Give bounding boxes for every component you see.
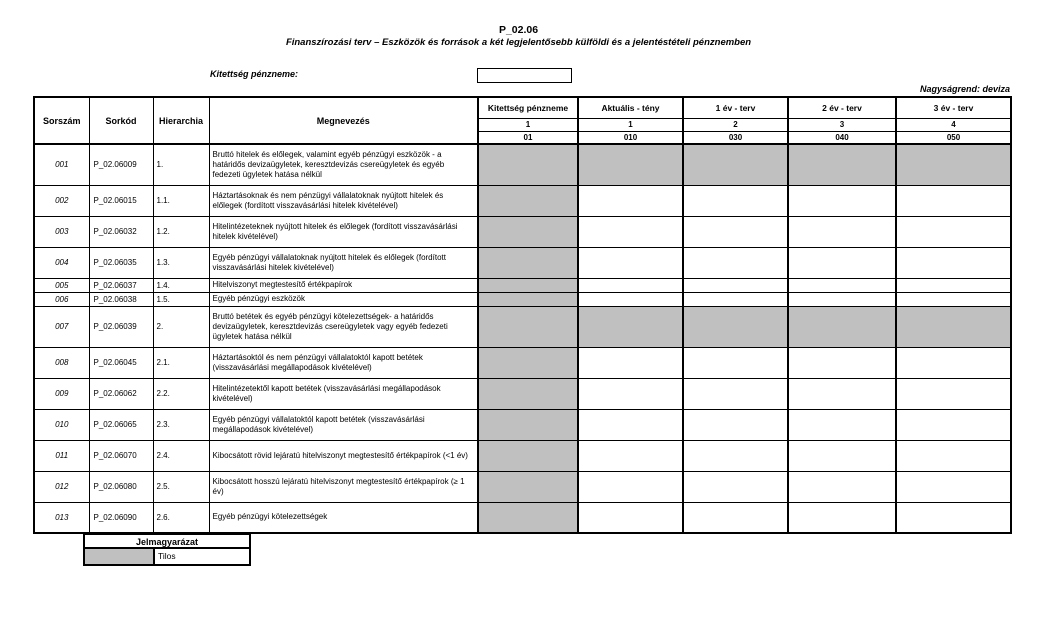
table-row	[34, 216, 1011, 247]
data-cell[interactable]	[683, 378, 788, 409]
data-cell[interactable]	[578, 278, 683, 292]
data-cell[interactable]	[578, 292, 683, 306]
data-cell[interactable]	[578, 409, 683, 440]
data-cell[interactable]	[683, 292, 788, 306]
header-3ev-terv: 3 év - terv	[896, 97, 1011, 118]
data-cell[interactable]	[896, 216, 1011, 247]
description-cell: Háztartásoknak és nem pénzügyi vállalatoknak nyújtott hitelek és előlegek (fordított visszavásárlási hitelek kivételével)	[209, 185, 478, 216]
column-code: 030	[683, 131, 788, 144]
data-cell[interactable]	[578, 502, 683, 533]
legend	[83, 533, 251, 566]
hierarchy-cell: 2.1.	[153, 347, 209, 378]
description-cell: Bruttó betétek és egyéb pénzügyi kötelezettségek- a határidős devizaügyletek, keresztdevizás csereügyletek vagy egyéb fedezeti ügyletek hatása nélkül	[209, 306, 478, 347]
row-code-cell: P_02.06080	[89, 471, 153, 502]
hierarchy-cell: 2.2.	[153, 378, 209, 409]
data-cell-forbidden	[478, 347, 578, 378]
data-cell[interactable]	[683, 347, 788, 378]
data-cell[interactable]	[683, 409, 788, 440]
hierarchy-cell: 2.4.	[153, 440, 209, 471]
header-hierarchia: Hierarchia	[153, 97, 209, 144]
table-row	[34, 409, 1011, 440]
row-code-cell: P_02.06065	[89, 409, 153, 440]
data-cell-forbidden	[683, 306, 788, 347]
row-code-cell: P_02.06015	[89, 185, 153, 216]
data-cell-forbidden	[578, 306, 683, 347]
data-cell[interactable]	[788, 292, 896, 306]
hierarchy-cell: 1.3.	[153, 247, 209, 278]
row-number-cell: 008	[34, 347, 89, 378]
data-cell[interactable]	[788, 440, 896, 471]
table-row	[34, 440, 1011, 471]
row-number-cell: 005	[34, 278, 89, 292]
hierarchy-cell: 1.	[153, 144, 209, 185]
table-row	[34, 278, 1011, 292]
row-number-cell: 010	[34, 409, 89, 440]
data-cell[interactable]	[788, 471, 896, 502]
table-row	[34, 471, 1011, 502]
data-cell[interactable]	[683, 185, 788, 216]
legend-swatch-tilos	[85, 549, 155, 564]
data-cell[interactable]	[896, 185, 1011, 216]
header-2ev-terv: 2 év - terv	[788, 97, 896, 118]
table-row	[34, 502, 1011, 533]
column-number: 1	[478, 118, 578, 131]
data-cell[interactable]	[683, 216, 788, 247]
data-cell-forbidden	[578, 144, 683, 185]
row-code-cell: P_02.06032	[89, 216, 153, 247]
data-cell[interactable]	[578, 347, 683, 378]
data-cell[interactable]	[896, 471, 1011, 502]
column-code: 050	[896, 131, 1011, 144]
data-cell[interactable]	[788, 502, 896, 533]
description-cell: Hitelintézetektől kapott betétek (visszavásárlási megállapodások kivételével)	[209, 378, 478, 409]
currency-label: Kitettség pénzneme:	[210, 69, 299, 79]
data-cell[interactable]	[896, 292, 1011, 306]
data-cell[interactable]	[683, 471, 788, 502]
hierarchy-cell: 1.1.	[153, 185, 209, 216]
data-cell[interactable]	[896, 278, 1011, 292]
form-table	[33, 96, 1012, 534]
table-header	[34, 97, 1011, 144]
data-cell-forbidden	[478, 440, 578, 471]
table-row	[34, 247, 1011, 278]
table-row	[34, 347, 1011, 378]
data-cell[interactable]	[896, 440, 1011, 471]
row-code-cell: P_02.06070	[89, 440, 153, 471]
row-code-cell: P_02.06045	[89, 347, 153, 378]
data-cell-forbidden	[788, 306, 896, 347]
data-cell-forbidden	[478, 502, 578, 533]
row-number-cell: 011	[34, 440, 89, 471]
description-cell: Bruttó hitelek és előlegek, valamint egyéb pénzügyi eszközök - a határidős devizaügyletek, keresztdevizás csereügyletek és egyéb fedezeti ügyletek hatása nélkül	[209, 144, 478, 185]
legend-label: Tilos	[158, 551, 176, 561]
description-cell: Hitelviszonyt megtestesítő értékpapírok	[209, 278, 478, 292]
data-cell-forbidden	[478, 378, 578, 409]
column-code: 010	[578, 131, 683, 144]
data-cell[interactable]	[683, 440, 788, 471]
header-sorszam: Sorszám	[34, 97, 89, 144]
description-cell: Egyéb pénzügyi kötelezettségek	[209, 502, 478, 533]
form-table-body	[34, 144, 1011, 533]
row-number-cell: 009	[34, 378, 89, 409]
data-cell[interactable]	[896, 502, 1011, 533]
column-code: 040	[788, 131, 896, 144]
column-number: 3	[788, 118, 896, 131]
table-row	[34, 144, 1011, 185]
data-cell-forbidden	[896, 144, 1011, 185]
data-cell-forbidden	[478, 278, 578, 292]
hierarchy-cell: 2.6.	[153, 502, 209, 533]
description-cell: Hitelintézeteknek nyújtott hitelek és előlegek (fordított visszavásárlási hitelek kivételével)	[209, 216, 478, 247]
row-code-cell: P_02.06037	[89, 278, 153, 292]
hierarchy-cell: 1.2.	[153, 216, 209, 247]
data-cell[interactable]	[896, 378, 1011, 409]
data-cell[interactable]	[788, 409, 896, 440]
data-cell-forbidden	[788, 144, 896, 185]
data-cell[interactable]	[788, 247, 896, 278]
row-code-cell: P_02.06009	[89, 144, 153, 185]
row-number-cell: 004	[34, 247, 89, 278]
description-cell: Kibocsátott hosszú lejáratú hitelviszonyt megtestesítő értékpapírok (≥ 1 év)	[209, 471, 478, 502]
legend-title: Jelmagyarázat	[85, 535, 249, 549]
data-cell-forbidden	[478, 306, 578, 347]
legend-row	[85, 549, 249, 564]
data-cell-forbidden	[478, 409, 578, 440]
row-number-cell: 001	[34, 144, 89, 185]
data-cell-forbidden	[478, 471, 578, 502]
data-cell-forbidden	[478, 247, 578, 278]
data-cell[interactable]	[578, 378, 683, 409]
data-cell[interactable]	[578, 440, 683, 471]
data-cell-forbidden	[478, 292, 578, 306]
data-cell[interactable]	[896, 409, 1011, 440]
magnitude-label: Nagyságrend: deviza	[919, 84, 1010, 94]
table-row	[34, 306, 1011, 347]
row-number-cell: 002	[34, 185, 89, 216]
data-cell-forbidden	[478, 185, 578, 216]
data-cell[interactable]	[578, 471, 683, 502]
page-title: P_02.06	[498, 24, 539, 36]
currency-input[interactable]	[477, 68, 572, 83]
row-code-cell: P_02.06090	[89, 502, 153, 533]
column-number: 4	[896, 118, 1011, 131]
page-subtitle: Finanszírozási terv – Eszközök és források a két legjelentősebb külföldi és a jelentéstételi pénznemben	[285, 37, 752, 48]
header-1ev-terv: 1 év - terv	[683, 97, 788, 118]
hierarchy-cell: 2.5.	[153, 471, 209, 502]
description-cell: Háztartásoktól és nem pénzügyi vállalatoktól kapott betétek (visszavásárlási megállapodások kivételével)	[209, 347, 478, 378]
data-cell[interactable]	[788, 347, 896, 378]
row-number-cell: 012	[34, 471, 89, 502]
data-cell[interactable]	[788, 278, 896, 292]
data-cell[interactable]	[578, 185, 683, 216]
column-code: 01	[478, 131, 578, 144]
row-number-cell: 006	[34, 292, 89, 306]
data-cell-forbidden	[478, 144, 578, 185]
row-number-cell: 007	[34, 306, 89, 347]
row-code-cell: P_02.06035	[89, 247, 153, 278]
hierarchy-cell: 1.5.	[153, 292, 209, 306]
data-cell-forbidden	[478, 216, 578, 247]
data-cell[interactable]	[788, 216, 896, 247]
column-number: 1	[578, 118, 683, 131]
header-aktualis-teny: Aktuális - tény	[578, 97, 683, 118]
data-cell[interactable]	[683, 502, 788, 533]
hierarchy-cell: 1.4.	[153, 278, 209, 292]
row-code-cell: P_02.06062	[89, 378, 153, 409]
data-cell[interactable]	[896, 247, 1011, 278]
table-row	[34, 185, 1011, 216]
description-cell: Egyéb pénzügyi eszközök	[209, 292, 478, 306]
hierarchy-cell: 2.	[153, 306, 209, 347]
data-cell-forbidden	[683, 144, 788, 185]
data-cell[interactable]	[578, 216, 683, 247]
header-megnevezes: Megnevezés	[209, 97, 478, 144]
hierarchy-cell: 2.3.	[153, 409, 209, 440]
header-kitettseg-penzneme: Kitettség pénzneme	[478, 97, 578, 118]
column-number: 2	[683, 118, 788, 131]
description-cell: Kibocsátott rövid lejáratú hitelviszonyt megtestesítő értékpapírok (<1 év)	[209, 440, 478, 471]
row-code-cell: P_02.06038	[89, 292, 153, 306]
data-cell[interactable]	[788, 185, 896, 216]
data-cell[interactable]	[788, 378, 896, 409]
table-row	[34, 378, 1011, 409]
description-cell: Egyéb pénzügyi vállalatoktól kapott betétek (visszavásárlási megállapodások kivételével)	[209, 409, 478, 440]
header-sorkod: Sorkód	[89, 97, 153, 144]
table-row	[34, 292, 1011, 306]
row-number-cell: 003	[34, 216, 89, 247]
data-cell[interactable]	[683, 278, 788, 292]
data-cell[interactable]	[578, 247, 683, 278]
data-cell[interactable]	[683, 247, 788, 278]
row-code-cell: P_02.06039	[89, 306, 153, 347]
data-cell-forbidden	[896, 306, 1011, 347]
description-cell: Egyéb pénzügyi vállalatoknak nyújtott hitelek és előlegek (fordított visszavásárlási hitelek kivételével)	[209, 247, 478, 278]
row-number-cell: 013	[34, 502, 89, 533]
data-cell[interactable]	[896, 347, 1011, 378]
